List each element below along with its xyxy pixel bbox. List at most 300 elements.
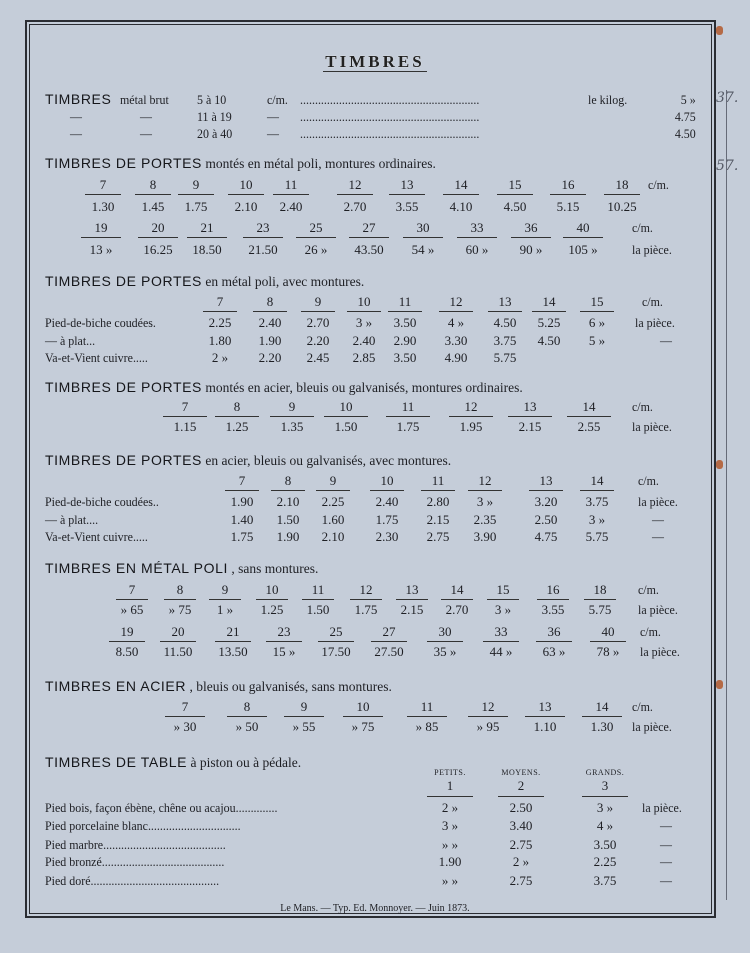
fraction-rule <box>164 599 196 600</box>
column-number: 1 <box>446 778 454 793</box>
price-value: 3 » <box>596 800 614 815</box>
fraction-rule <box>349 237 389 238</box>
row-label: — <box>70 109 82 124</box>
size-value: 7 <box>216 294 224 309</box>
fraction-rule <box>508 416 552 417</box>
fraction-rule <box>584 599 616 600</box>
pin-mark <box>716 26 723 35</box>
section-heading-subtitle: à piston ou à pédale. <box>190 755 302 770</box>
price-value: » 50 <box>235 719 259 734</box>
fraction-rule <box>427 796 473 797</box>
price-value: 2.40 <box>375 494 399 509</box>
price-value: » 30 <box>173 719 197 734</box>
price-value: 3 » <box>494 602 512 617</box>
fraction-rule <box>386 416 430 417</box>
row-label: Pied porcelaine blanc............................... <box>45 818 241 833</box>
row-label-text: TIMBRES <box>45 91 112 107</box>
price-value: 2.10 <box>234 199 258 214</box>
price-value: 3.90 <box>473 529 497 544</box>
price-value: » 65 <box>120 602 144 617</box>
fraction-rule <box>109 641 145 642</box>
fraction-rule <box>163 416 207 417</box>
size-value: 30 <box>438 624 452 639</box>
size-value: 12 <box>359 582 373 597</box>
fraction-rule <box>443 194 479 195</box>
fraction-rule <box>537 599 569 600</box>
price-value: 18.50 <box>192 242 222 257</box>
fraction-rule <box>271 490 305 491</box>
fraction-rule <box>550 194 586 195</box>
price-value: 2.15 <box>400 602 424 617</box>
section-heading <box>45 273 364 290</box>
column-number: 2 <box>517 778 525 793</box>
fraction-rule <box>209 599 241 600</box>
price-value: 1.10 <box>533 719 557 734</box>
size-value: 9 <box>221 582 229 597</box>
price-value: 3 » <box>355 315 373 330</box>
price-value: 8.50 <box>115 644 139 659</box>
size-value: 15 <box>508 177 522 192</box>
price-value: 1.75 <box>396 419 420 434</box>
fraction-rule <box>138 237 178 238</box>
price-value: 2.70 <box>445 602 469 617</box>
size-value: 11 <box>311 582 325 597</box>
size-value: 19 <box>94 220 108 235</box>
row-label: — <box>70 126 82 141</box>
size-value: 13 <box>405 582 419 597</box>
price-value: 2.20 <box>306 333 330 348</box>
fraction-rule <box>590 641 626 642</box>
size-value: 10 <box>339 399 353 414</box>
price-value: 2 » <box>512 854 530 869</box>
unit-label: c/m. <box>638 473 659 488</box>
price-value: 2.10 <box>276 494 300 509</box>
size-value: 8 <box>243 699 251 714</box>
size-value: 16 <box>546 582 560 597</box>
section-heading-title: TIMBRES DE PORTES <box>45 452 202 468</box>
per-label: — <box>652 512 664 527</box>
price-value: 2.15 <box>518 419 542 434</box>
fraction-rule <box>266 641 302 642</box>
price-value: 1 » <box>216 602 234 617</box>
price-value: 54 » <box>411 242 435 257</box>
per-label: la pièce. <box>638 494 678 509</box>
price-value: 35 » <box>433 644 457 659</box>
per-label: la pièce. <box>632 719 672 734</box>
pin-mark <box>716 460 723 469</box>
fraction-rule <box>253 311 287 312</box>
fraction-rule <box>427 641 463 642</box>
price-value: 78 » <box>596 644 620 659</box>
price-value: » 75 <box>168 602 192 617</box>
size-value: 10 <box>239 177 253 192</box>
fraction-rule <box>243 237 283 238</box>
price-value: 27.50 <box>374 644 404 659</box>
fraction-rule <box>396 599 428 600</box>
price-value: 2.50 <box>534 512 558 527</box>
price-value: 3.20 <box>534 494 558 509</box>
row-label: — à plat... <box>45 333 96 348</box>
price-value: 1.50 <box>276 512 300 527</box>
price-value: 1.50 <box>306 602 330 617</box>
size-value: 33 <box>494 624 508 639</box>
size-value: 12 <box>481 699 495 714</box>
section-heading-subtitle: montés en acier, bleuis ou galvanisés, montures ordinaires. <box>205 380 523 395</box>
price-value: 4.75 <box>534 529 558 544</box>
price-value: 2.40 <box>258 315 282 330</box>
price-value: 2.35 <box>473 512 497 527</box>
fraction-rule <box>439 311 473 312</box>
per-label: — <box>660 873 672 888</box>
printer-footer: Le Mans. — Typ. Ed. Monnoyer. — Juin 1873. <box>280 903 470 914</box>
size-range: 5 à 10 <box>197 92 227 107</box>
per-label: — <box>652 529 664 544</box>
price-value: 2.10 <box>321 529 345 544</box>
row-desc: — <box>140 109 152 124</box>
fraction-rule <box>81 237 121 238</box>
size-value: 10 <box>357 294 371 309</box>
section-heading <box>45 155 436 172</box>
price-value: 2.90 <box>393 333 417 348</box>
row-label: Va-et-Vient cuivre..... <box>45 350 148 365</box>
unit-label: — <box>267 126 279 141</box>
size-value: 21 <box>200 220 214 235</box>
size-value: 11 <box>420 699 434 714</box>
fraction-rule <box>225 490 259 491</box>
price-value: 2.80 <box>426 494 450 509</box>
size-value: 15 <box>496 582 510 597</box>
price-value: 3.75 <box>585 494 609 509</box>
price-value: 4.50 <box>503 199 527 214</box>
price-value: 1.75 <box>230 529 254 544</box>
column-header: MOYENS. <box>501 768 541 777</box>
price-value: 1.90 <box>276 529 300 544</box>
price-value: 2.50 <box>509 800 533 815</box>
price-value: 16.25 <box>143 242 173 257</box>
size-value: 11 <box>401 399 415 414</box>
fraction-rule <box>468 490 502 491</box>
size-value: 10 <box>356 699 370 714</box>
size-value: 12 <box>449 294 463 309</box>
price-value: 1.40 <box>230 512 254 527</box>
fraction-rule <box>270 416 314 417</box>
section-heading-title: TIMBRES DE PORTES <box>45 273 202 289</box>
size-value: 21 <box>226 624 240 639</box>
size-value: 13 <box>400 177 414 192</box>
size-value: 23 <box>256 220 270 235</box>
price-value: 3.30 <box>444 333 468 348</box>
price-value: » » <box>441 873 459 888</box>
price-value: 4.10 <box>449 199 473 214</box>
fraction-rule <box>488 311 522 312</box>
price-value: » 75 <box>351 719 375 734</box>
unit-label: c/m. <box>632 699 653 714</box>
row-label: Pied doré........................................... <box>45 873 220 888</box>
fraction-rule <box>580 490 614 491</box>
size-value: 30 <box>416 220 430 235</box>
fraction-rule <box>580 311 614 312</box>
row-label: Va-et-Vient cuivre..... <box>45 529 148 544</box>
section-heading <box>45 560 318 577</box>
price-value: 2 » <box>441 800 459 815</box>
price-value: 60 » <box>465 242 489 257</box>
row-label: Pied-de-biche coudées.. <box>45 494 159 509</box>
row-label: Pied bronzé......................................... <box>45 854 225 869</box>
fraction-rule <box>407 716 447 717</box>
fraction-rule <box>441 599 473 600</box>
section-heading-subtitle: , bleuis ou galvanisés, sans montures. <box>189 679 392 694</box>
price-value: 1.95 <box>459 419 483 434</box>
per-label: la pièce. <box>640 644 680 659</box>
price-value: 2.75 <box>509 873 533 888</box>
size-value: 7 <box>238 473 246 488</box>
fraction-rule <box>388 311 422 312</box>
per-label: la pièce. <box>632 242 672 257</box>
fraction-rule <box>284 716 324 717</box>
size-value: 15 <box>590 294 604 309</box>
page-title-text: TIMBRES <box>325 52 425 71</box>
price-value: 63 » <box>542 644 566 659</box>
size-value: 11 <box>284 177 298 192</box>
price-value: 1.25 <box>260 602 284 617</box>
price-value: » » <box>441 837 459 852</box>
size-value: 25 <box>329 624 343 639</box>
fraction-rule <box>116 599 148 600</box>
size-value: 40 <box>601 624 615 639</box>
price-value: 3 » <box>441 818 459 833</box>
fraction-rule <box>511 237 551 238</box>
size-value: 9 <box>300 699 308 714</box>
unit-label: — <box>267 109 279 124</box>
size-value: 9 <box>192 177 200 192</box>
section-heading-title: TIMBRES DE PORTES <box>45 379 202 395</box>
fraction-rule <box>301 311 335 312</box>
fraction-rule <box>457 237 497 238</box>
size-value: 36 <box>547 624 561 639</box>
size-value: 14 <box>590 473 604 488</box>
price-value: 3.55 <box>395 199 419 214</box>
size-value: 10 <box>265 582 279 597</box>
price-value: 1.30 <box>91 199 115 214</box>
price-value: 2.25 <box>208 315 232 330</box>
price-value: 3 » <box>588 512 606 527</box>
fraction-rule <box>324 416 368 417</box>
price-value: 3.50 <box>393 315 417 330</box>
unit-label: c/m. <box>648 177 669 192</box>
fraction-rule <box>227 716 267 717</box>
size-value: 16 <box>561 177 575 192</box>
price-value: 2.45 <box>306 350 330 365</box>
section-heading-title: TIMBRES DE PORTES <box>45 155 202 171</box>
fraction-rule <box>604 194 640 195</box>
price-value: 2 » <box>211 350 229 365</box>
section-heading <box>45 379 523 396</box>
price-value: 1.90 <box>230 494 254 509</box>
price-value: 4.90 <box>444 350 468 365</box>
fraction-rule <box>483 641 519 642</box>
price-value: 1.80 <box>208 333 232 348</box>
row-desc: — <box>140 126 152 141</box>
fraction-rule <box>498 796 544 797</box>
price-value: 1.90 <box>258 333 282 348</box>
fraction-rule <box>85 194 121 195</box>
size-value: 14 <box>450 582 464 597</box>
price-value: 2.85 <box>352 350 376 365</box>
price-value: 1.75 <box>354 602 378 617</box>
section-heading-title: TIMBRES EN MÉTAL POLI <box>45 560 228 576</box>
price-value: » 95 <box>476 719 500 734</box>
fraction-rule <box>135 194 171 195</box>
size-value: 20 <box>171 624 185 639</box>
size-value: 36 <box>524 220 538 235</box>
price-value: 13 » <box>89 242 113 257</box>
section-heading <box>45 678 392 695</box>
size-value: 25 <box>309 220 323 235</box>
section-heading-subtitle: en acier, bleuis ou galvanisés, avec montures. <box>205 453 452 468</box>
size-value: 13 <box>539 473 553 488</box>
price-value: 1.15 <box>173 419 197 434</box>
fraction-rule <box>256 599 288 600</box>
size-value: 14 <box>595 699 609 714</box>
price-value: 4 » <box>447 315 465 330</box>
handwritten-note: 37. <box>716 90 739 106</box>
section-heading-subtitle: montés en métal poli, montures ordinaires. <box>205 156 436 171</box>
price-value: 2.75 <box>509 837 533 852</box>
fraction-rule <box>525 716 565 717</box>
price-value: 3.55 <box>541 602 565 617</box>
size-value: 27 <box>382 624 396 639</box>
dot-leader: ............................................................ <box>300 92 480 107</box>
size-value: 33 <box>470 220 484 235</box>
price-value: 15 » <box>272 644 296 659</box>
price-value: 4.50 <box>493 315 517 330</box>
size-value: 8 <box>176 582 184 597</box>
price-value: » 85 <box>415 719 439 734</box>
price-value: 4.50 <box>537 333 561 348</box>
page-title <box>0 52 750 72</box>
per-label: la pièce. <box>632 419 672 434</box>
fraction-rule <box>302 599 334 600</box>
size-value: 8 <box>266 294 274 309</box>
price-value: 2.20 <box>258 350 282 365</box>
fraction-rule <box>350 599 382 600</box>
size-value: 7 <box>181 699 189 714</box>
handwritten-note: 57. <box>716 158 739 174</box>
size-value: 9 <box>288 399 296 414</box>
size-value: 8 <box>284 473 292 488</box>
size-value: 12 <box>464 399 478 414</box>
price-value: 2.75 <box>426 529 450 544</box>
margin-pencil-line <box>726 90 727 900</box>
price-value: 1.25 <box>225 419 249 434</box>
per-label: le kilog. <box>588 92 628 107</box>
row-label <box>45 91 111 108</box>
section-heading <box>45 452 451 469</box>
fraction-rule <box>165 716 205 717</box>
size-value: 13 <box>538 699 552 714</box>
section-heading-title: TIMBRES DE TABLE <box>45 754 188 770</box>
size-value: 12 <box>478 473 492 488</box>
size-value: 27 <box>362 220 376 235</box>
column-number: 3 <box>601 778 609 793</box>
size-value: 18 <box>615 177 629 192</box>
per-label: la pièce. <box>642 800 682 815</box>
price-value: 4.50 <box>674 126 696 141</box>
price-value: 5.75 <box>493 350 517 365</box>
size-value: 10 <box>380 473 394 488</box>
price-value: 1.50 <box>334 419 358 434</box>
price-value: 3.75 <box>593 873 617 888</box>
fraction-rule <box>347 311 381 312</box>
size-value: 12 <box>348 177 362 192</box>
size-value: 40 <box>576 220 590 235</box>
per-label: — <box>660 837 672 852</box>
size-value: 23 <box>277 624 291 639</box>
per-label: — <box>660 333 672 348</box>
fraction-rule <box>421 490 455 491</box>
size-value: 13 <box>523 399 537 414</box>
price-value: 2.25 <box>593 854 617 869</box>
price-value: » 55 <box>292 719 316 734</box>
price-value: 2.40 <box>352 333 376 348</box>
fraction-rule <box>532 311 566 312</box>
fraction-rule <box>529 490 563 491</box>
fraction-rule <box>582 796 628 797</box>
size-value: 13 <box>498 294 512 309</box>
unit-label: c/m. <box>642 294 663 309</box>
price-value: 10.25 <box>607 199 637 214</box>
row-label: Pied bois, façon ébène, chêne ou acajou.............. <box>45 800 278 815</box>
price-value: 2.55 <box>577 419 601 434</box>
fraction-rule <box>389 194 425 195</box>
column-header: GRANDS. <box>585 768 625 777</box>
fraction-rule <box>178 194 214 195</box>
price-value: 43.50 <box>354 242 384 257</box>
fraction-rule <box>563 237 603 238</box>
price-value: 5 » <box>680 92 696 107</box>
price-value: 1.30 <box>590 719 614 734</box>
price-value: 2.70 <box>343 199 367 214</box>
row-label: Pied marbre......................................... <box>45 837 226 852</box>
price-value: 1.75 <box>184 199 208 214</box>
fraction-rule <box>318 641 354 642</box>
size-value: 14 <box>542 294 556 309</box>
fraction-rule <box>370 490 404 491</box>
price-value: 3 » <box>476 494 494 509</box>
column-header: PETITS. <box>434 768 466 777</box>
price-value: 13.50 <box>218 644 248 659</box>
unit-label: c/m. <box>267 92 288 107</box>
size-value: 7 <box>181 399 189 414</box>
price-value: 5.75 <box>585 529 609 544</box>
unit-label: c/m. <box>632 220 653 235</box>
fraction-rule <box>337 194 373 195</box>
unit-label: c/m. <box>632 399 653 414</box>
row-desc: métal brut <box>120 92 169 107</box>
price-value: 5.75 <box>588 602 612 617</box>
price-value: 3.40 <box>509 818 533 833</box>
size-value: 11 <box>398 294 412 309</box>
fraction-rule <box>228 194 264 195</box>
fraction-rule <box>215 416 259 417</box>
fraction-rule <box>215 641 251 642</box>
per-label: la pièce. <box>638 602 678 617</box>
price-value: 4.75 <box>674 109 696 124</box>
size-value: 14 <box>454 177 468 192</box>
size-value: 20 <box>151 220 165 235</box>
price-value: 5.15 <box>556 199 580 214</box>
price-value: 5.25 <box>537 315 561 330</box>
